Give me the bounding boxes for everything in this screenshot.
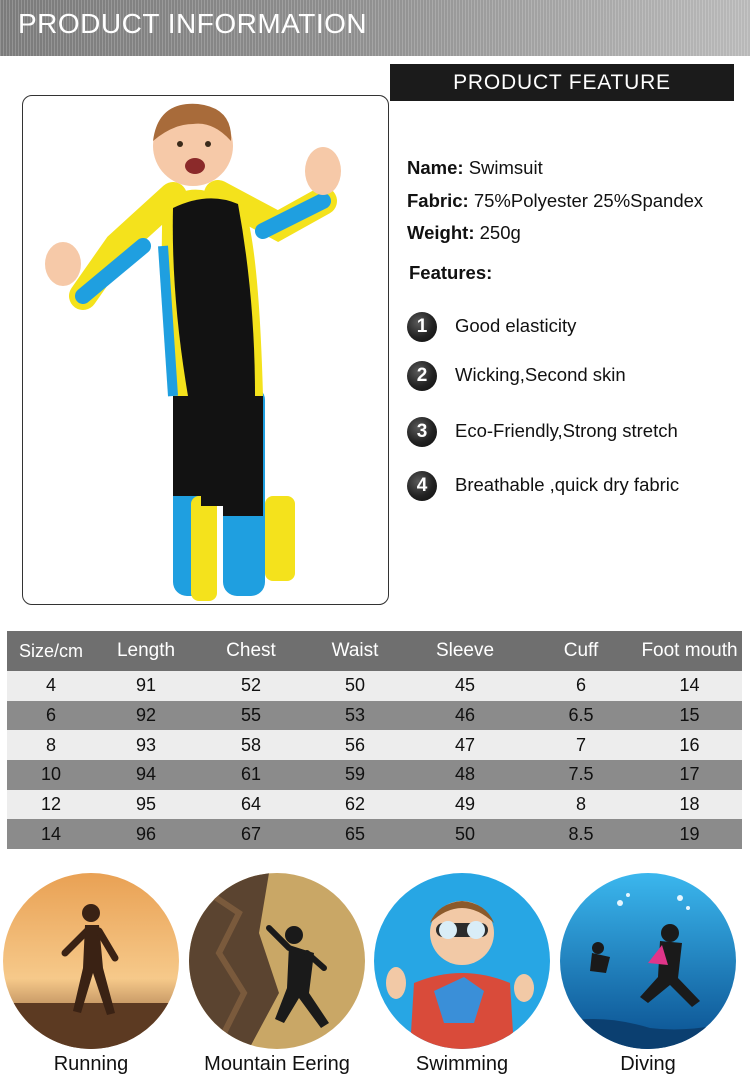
activity-label: Running	[53, 1053, 129, 1075]
activity-swimming	[374, 873, 550, 1078]
table-row	[7, 819, 742, 849]
table-cell: 15	[637, 701, 742, 731]
table-cell: 94	[95, 760, 197, 790]
table-cell: 6	[525, 671, 637, 701]
product-photo-frame	[22, 95, 389, 605]
table-cell: 8	[525, 790, 637, 820]
column-header: Chest	[197, 631, 305, 671]
table-cell: 91	[95, 671, 197, 701]
weight-label: Weight:	[407, 222, 475, 243]
name-value: Swimsuit	[468, 157, 543, 178]
column-header: Size/cm	[7, 631, 95, 671]
feature-text: Good elasticity	[455, 315, 577, 336]
number-badge: 2	[407, 361, 437, 391]
table-row	[7, 790, 742, 820]
table-header-row	[7, 631, 742, 671]
table-cell: 19	[637, 819, 742, 849]
climbing-image	[189, 873, 365, 1049]
table-cell: 47	[405, 730, 525, 760]
name-label: Name:	[407, 157, 464, 178]
feature-text: Wicking,Second skin	[455, 364, 626, 385]
running-image	[3, 873, 179, 1049]
table-cell: 58	[197, 730, 305, 760]
table-cell: 18	[637, 790, 742, 820]
size-table	[7, 631, 742, 849]
header-banner	[0, 0, 750, 56]
table-cell: 55	[197, 701, 305, 731]
table-cell: 50	[405, 819, 525, 849]
name-row	[407, 157, 543, 179]
table-row	[7, 671, 742, 701]
fabric-label: Fabric:	[407, 190, 469, 211]
number-badge: 1	[407, 312, 437, 342]
table-row	[7, 730, 742, 760]
table-cell: 16	[637, 730, 742, 760]
table-cell: 52	[197, 671, 305, 701]
feature-text: Eco-Friendly,Strong stretch	[455, 420, 678, 441]
table-cell: 93	[95, 730, 197, 760]
table-cell: 65	[305, 819, 405, 849]
table-row	[7, 760, 742, 790]
table-cell: 59	[305, 760, 405, 790]
column-header: Foot mouth	[637, 631, 742, 671]
table-cell: 14	[7, 819, 95, 849]
column-header: Sleeve	[405, 631, 525, 671]
table-cell: 10	[7, 760, 95, 790]
activity-label: Diving	[620, 1053, 676, 1075]
fabric-row	[407, 190, 703, 212]
table-cell: 6	[7, 701, 95, 731]
number-badge: 3	[407, 417, 437, 447]
table-cell: 64	[197, 790, 305, 820]
table-cell: 49	[405, 790, 525, 820]
page-title: PRODUCT INFORMATION	[18, 8, 368, 39]
table-cell: 48	[405, 760, 525, 790]
table-cell: 14	[637, 671, 742, 701]
table-cell: 12	[7, 790, 95, 820]
column-header: Length	[95, 631, 197, 671]
table-cell: 62	[305, 790, 405, 820]
activity-label: Mountain Eering	[204, 1053, 350, 1075]
column-header: Waist	[305, 631, 405, 671]
table-cell: 50	[305, 671, 405, 701]
product-feature-heading: PRODUCT FEATURE	[390, 64, 734, 101]
activity-label: Swimming	[415, 1053, 509, 1075]
weight-row	[407, 222, 521, 244]
table-cell: 46	[405, 701, 525, 731]
fabric-value: 75%Polyester 25%Spandex	[473, 190, 704, 211]
table-cell: 96	[95, 819, 197, 849]
table-cell: 7	[525, 730, 637, 760]
activity-diving	[560, 873, 736, 1078]
table-cell: 45	[405, 671, 525, 701]
activity-mountain-eering	[189, 873, 365, 1078]
table-cell: 61	[197, 760, 305, 790]
table-cell: 7.5	[525, 760, 637, 790]
table-cell: 17	[637, 760, 742, 790]
features-label: Features:	[409, 262, 493, 283]
feature-text: Breathable ,quick dry fabric	[455, 474, 680, 495]
table-cell: 8.5	[525, 819, 637, 849]
table-row	[7, 701, 742, 731]
features-row	[409, 262, 492, 284]
table-cell: 92	[95, 701, 197, 731]
swimming-image	[374, 873, 550, 1049]
table-cell: 53	[305, 701, 405, 731]
diving-image	[560, 873, 736, 1049]
table-cell: 95	[95, 790, 197, 820]
weight-value: 250g	[479, 222, 521, 243]
number-badge: 4	[407, 471, 437, 501]
product-photo	[23, 96, 389, 605]
table-cell: 4	[7, 671, 95, 701]
table-cell: 56	[305, 730, 405, 760]
column-header: Cuff	[525, 631, 637, 671]
activity-running	[3, 873, 179, 1078]
table-cell: 67	[197, 819, 305, 849]
table-cell: 6.5	[525, 701, 637, 731]
table-cell: 8	[7, 730, 95, 760]
